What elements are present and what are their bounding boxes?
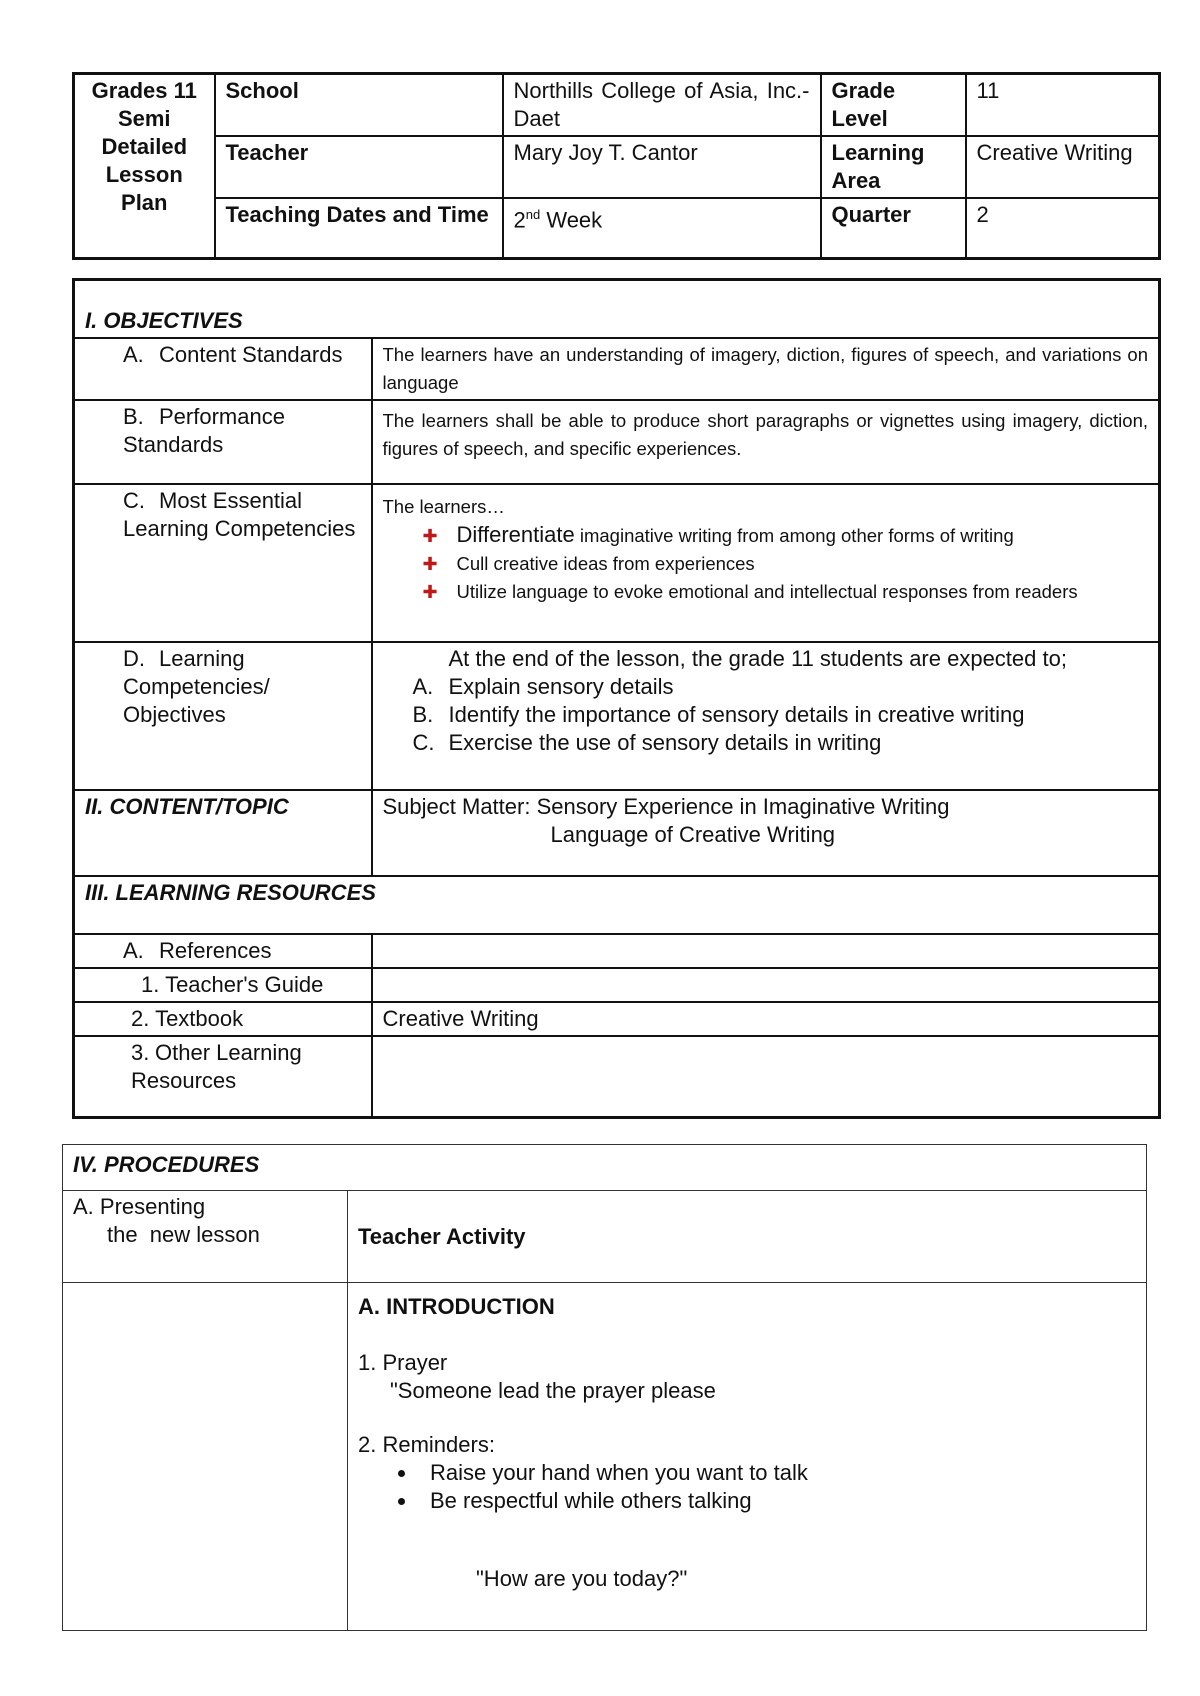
procedures-table: [62, 1144, 1147, 1631]
objective-item: [413, 701, 1149, 729]
quarter-label: Quarter: [821, 198, 966, 258]
plan-title: Grades 11 Semi Detailed Lesson Plan: [74, 74, 215, 259]
objective-key: A.: [412, 673, 434, 699]
header-table: [72, 72, 1161, 260]
subject-matter-line2: Language of Creative Writing: [550, 821, 836, 847]
learning-objectives-text: Learning Competencies/ Objectives: [123, 645, 270, 727]
performance-standards-label: [74, 400, 372, 484]
teaching-dates-value: [503, 198, 821, 258]
arrow-bullet-icon: ✚: [422, 525, 438, 546]
arrow-bullet-icon: ✚: [422, 553, 438, 574]
melc-item: [383, 521, 1149, 550]
learning-area-value: Creative Writing: [966, 136, 1160, 198]
objective-item: [413, 673, 1149, 701]
greeting-line: "How are you today?": [476, 1566, 688, 1591]
procedures-left-cell: [63, 1283, 348, 1631]
objective-text: Identify the importance of sensory details in creative writing: [448, 701, 1025, 727]
melc-item-text: Utilize language to evoke emotional and intellectual responses from readers: [456, 580, 1078, 602]
teacher-value: Mary Joy T. Cantor: [503, 136, 821, 198]
references-key: A.: [123, 937, 144, 963]
textbook-label: 2. Textbook: [74, 1002, 372, 1036]
objectives-list: [413, 673, 1149, 757]
references-value: [372, 934, 1160, 968]
content-topic-heading: II. CONTENT/TOPIC: [74, 790, 372, 876]
school-label: School: [215, 74, 503, 137]
reminder-item: Be respectful while others talking: [392, 1487, 1136, 1515]
objective-key: B.: [412, 701, 434, 727]
melc-label: [74, 484, 372, 642]
arrow-bullet-icon: ✚: [422, 581, 438, 602]
week-number: 2: [513, 207, 526, 233]
content-standards-label: [74, 338, 372, 400]
melc-value: [372, 484, 1160, 642]
melc-intro: The learners…: [382, 495, 505, 517]
teacher-label: Teacher: [215, 136, 503, 198]
melc-item: [383, 550, 1149, 578]
content-standards-value: The learners have an understanding of imagery, diction, figures of speech, and variations on language: [372, 338, 1160, 400]
objective-key: C.: [412, 729, 435, 755]
grade-level-label: Grade Level: [821, 74, 966, 137]
content-standards-key: A.: [123, 341, 144, 367]
melc-item: [383, 578, 1149, 606]
melc-key: C.: [123, 487, 145, 513]
reminder-item: Raise your hand when you want to talk: [392, 1459, 1136, 1487]
learning-objectives-value: [372, 642, 1160, 790]
learning-resources-heading: III. LEARNING RESOURCES: [74, 876, 1160, 934]
performance-standards-value: The learners shall be able to produce short paragraphs or vignettes using imagery, diction, figures of speech, and specific experiences.: [372, 400, 1160, 484]
objectives-table: [72, 278, 1161, 1119]
procedures-heading: IV. PROCEDURES: [63, 1145, 1147, 1191]
presenting-label-line2: the new lesson: [107, 1222, 260, 1247]
introduction-cell: [348, 1283, 1147, 1631]
objectives-heading: I. OBJECTIVES: [74, 280, 1160, 338]
objectives-intro: At the end of the lesson, the grade 11 students are expected to;: [448, 645, 1067, 671]
performance-standards-text: Performance Standards: [123, 403, 285, 457]
references-text: References: [159, 937, 272, 963]
other-resources-text: Other Learning Resources: [131, 1039, 302, 1093]
introduction-heading: A. INTRODUCTION: [358, 1294, 555, 1319]
teaching-dates-label: Teaching Dates and Time: [215, 198, 503, 258]
teachers-guide-label: 1. Teacher's Guide: [74, 968, 372, 1002]
textbook-value: Creative Writing: [372, 1002, 1160, 1036]
teachers-guide-value: [372, 968, 1160, 1002]
melc-item-text: Cull creative ideas from experiences: [456, 552, 755, 574]
learning-objectives-label: [74, 642, 372, 790]
other-resources-label: [74, 1036, 372, 1118]
objective-item: [413, 729, 1149, 757]
prayer-quote: "Someone lead the prayer please: [390, 1378, 716, 1403]
grade-level-value: 11: [966, 74, 1160, 137]
content-standards-text: Content Standards: [159, 341, 343, 367]
teacher-activity-heading: Teacher Activity: [348, 1191, 1147, 1283]
school-value: Northills College of Asia, Inc.-Daet: [503, 74, 821, 137]
other-resources-value: [372, 1036, 1160, 1118]
reminders-label: 2. Reminders:: [358, 1432, 495, 1457]
week-ordinal: nd: [525, 207, 541, 222]
objective-text: Explain sensory details: [448, 673, 674, 699]
presenting-label-line1: A. Presenting: [73, 1194, 206, 1219]
prayer-label: 1. Prayer: [358, 1350, 448, 1375]
melc-text: Most Essential Learning Competencies: [123, 487, 356, 541]
other-resources-key: 3.: [131, 1039, 150, 1065]
reminders-list: [358, 1459, 1136, 1515]
melc-item-big: Differentiate: [456, 521, 575, 547]
subject-matter-line: Subject Matter: Sensory Experience in Imaginative Writing: [382, 793, 950, 819]
learning-objectives-key: D.: [123, 645, 145, 671]
presenting-label: [63, 1191, 348, 1283]
objective-text: Exercise the use of sensory details in writing: [448, 729, 882, 755]
week-text: Week: [540, 207, 603, 233]
learning-area-label: Learning Area: [821, 136, 966, 198]
content-topic-value: [372, 790, 1160, 876]
performance-standards-key: B.: [123, 403, 144, 429]
references-label: [74, 934, 372, 968]
quarter-value: 2: [966, 198, 1160, 258]
melc-item-text: imaginative writing from among other forms of writing: [574, 524, 1014, 546]
